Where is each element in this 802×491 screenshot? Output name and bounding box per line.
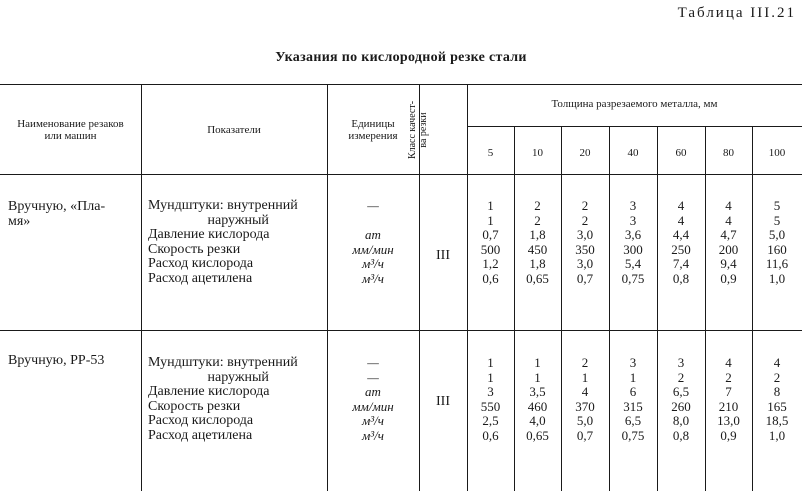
header-bottom-rule [0, 174, 802, 175]
table-top-rule [0, 84, 802, 85]
row-1-t5: 1 1 0,7 500 1,2 0,6 [480, 198, 501, 286]
row-2-t60: 3 2 6,5 260 8,0 0,8 [671, 355, 691, 443]
row-2-t100: 4 2 8 165 18,5 1,0 [765, 355, 789, 443]
row-1-t100: 5 5 5,0 160 11,6 1,0 [765, 198, 789, 286]
row-2-t20: 2 1 4 370 5,0 0,7 [575, 355, 595, 443]
thickness-10: 10 [532, 147, 543, 159]
row-1-name: Вручную, «Пла- мя» [8, 199, 106, 229]
row-1-t80: 4 4 4,7 200 9,4 0,9 [718, 198, 739, 286]
row-2-t5: 1 1 3 550 2,5 0,6 [480, 355, 501, 443]
row-2-class: III [436, 394, 450, 409]
header-thickness: Толщина разрезаемого металла, мм [551, 98, 718, 110]
header-units: Единицы измерения [348, 118, 398, 142]
row-2-indicators: Мундштуки: внутренний наружный Давление кислорода Скорость резки Расход кислорода Расход ацетилена [148, 355, 298, 443]
col-sep-1 [141, 84, 142, 491]
section-rule [0, 330, 802, 331]
row-2-name: Вручную, РР-53 [8, 353, 105, 368]
header-indicators: Показатели [207, 124, 261, 136]
row-2-t10: 1 1 3,5 460 4,0 0,65 [526, 355, 549, 443]
table-title: Указания по кислородной резке стали [275, 50, 527, 65]
thickness-60: 60 [675, 147, 687, 159]
thickness-20: 20 [579, 147, 591, 159]
row-1-t20: 2 2 3,0 350 3,0 0,7 [575, 198, 595, 286]
row-1-t10: 2 2 1,8 450 1,8 0,65 [526, 198, 549, 286]
thickness-40: 40 [627, 147, 639, 159]
table-number: Таблица III.21 [677, 5, 796, 21]
thickness-100: 100 [768, 147, 786, 159]
header-quality-class: Класс качест- ва резки [407, 100, 429, 160]
row-2-t80: 4 2 7 210 13,0 0,9 [717, 355, 740, 443]
row-2-t40: 3 1 6 315 6,5 0,75 [621, 355, 645, 443]
row-1-t60: 4 4 4,4 250 7,4 0,8 [671, 198, 691, 286]
header-name: Наименование резаков или машин [17, 118, 124, 142]
row-1-units: — ат мм/мин м³/ч м³/ч [352, 198, 394, 286]
row-1-indicators: Мундштуки: внутренний наружный Давление кислорода Скорость резки Расход кислорода Расход ацетилена [148, 198, 298, 286]
row-1-class: III [436, 248, 450, 263]
row-1-t40: 3 3 3,6 300 5,4 0,75 [621, 198, 645, 286]
thickness-5: 5 [487, 147, 494, 159]
row-2-units: — — ат мм/мин м³/ч м³/ч [352, 355, 394, 443]
thickness-80: 80 [723, 147, 734, 159]
